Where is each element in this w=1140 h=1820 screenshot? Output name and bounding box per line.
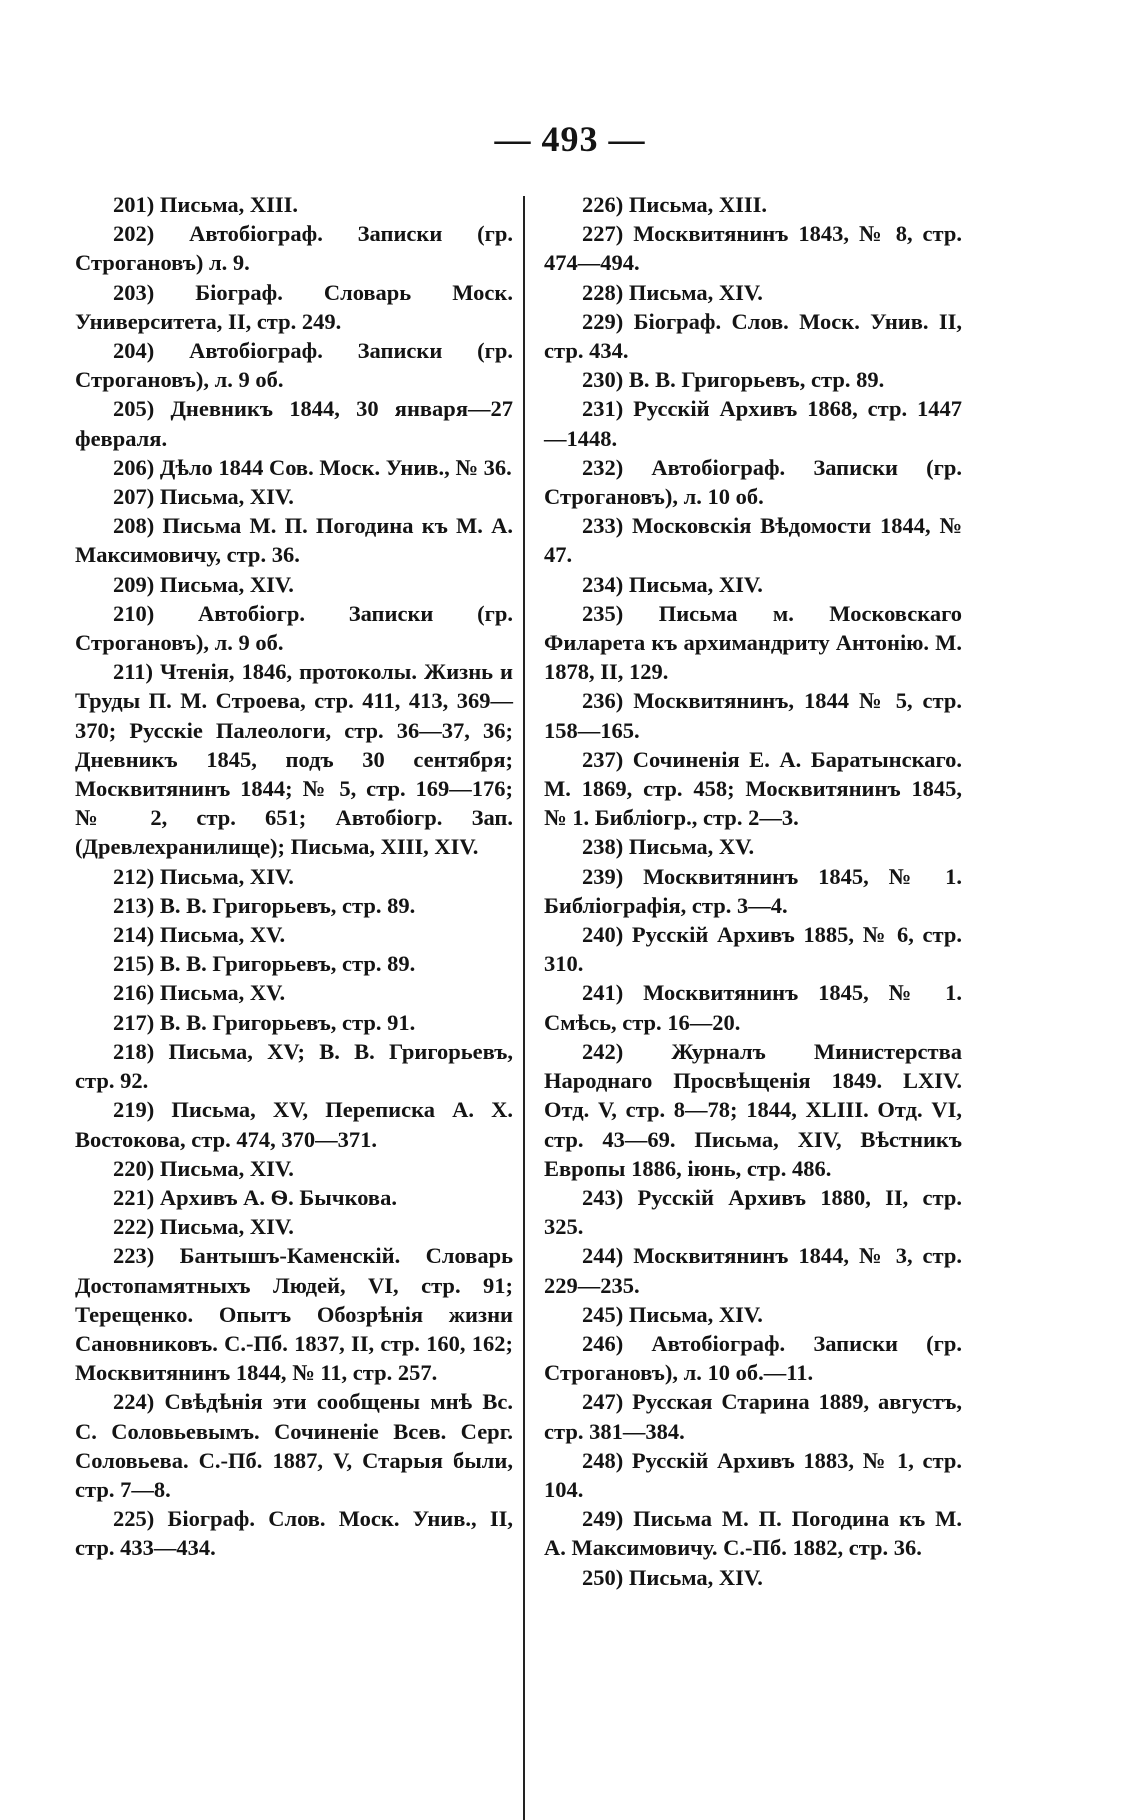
footnote-entry bbox=[75, 920, 513, 949]
footnote-number: 213) bbox=[113, 892, 155, 918]
footnote-text: Письма, XIII. bbox=[628, 192, 768, 217]
footnote-number: 240) bbox=[582, 922, 624, 948]
footnote-text: Чтенія, 1846, протоколы. Жизнь и Труды П. М. Строева, стр. 411, 413, 369—370; Русскіе Палеологи, стр. 36—37, 36; Дневникъ 1845, подъ 30 сентября; Москвитянинъ 1844; № 5, стр. 169—176; № 2, стр. 651; Автобіогр. Зап. (Древлехранилище); Письма, XIII, XIV. bbox=[75, 659, 513, 860]
footnote-number: 235) bbox=[582, 600, 624, 626]
footnote-number: 225) bbox=[113, 1506, 155, 1532]
footnote-entry bbox=[544, 394, 962, 452]
footnote-number: 202) bbox=[113, 221, 155, 247]
footnote-entry bbox=[75, 949, 513, 978]
footnote-entry bbox=[544, 920, 962, 978]
footnote-number: 206) bbox=[113, 454, 155, 480]
footnote-entry bbox=[75, 394, 513, 452]
footnote-entry bbox=[75, 570, 513, 599]
footnote-number: 233) bbox=[582, 513, 624, 539]
footnote-entry bbox=[75, 1037, 513, 1095]
footnote-entry bbox=[75, 336, 513, 394]
footnote-text: Письма М. П. Погодина къ М. А. Максимовичу. С.-Пб. 1882, стр. 36. bbox=[544, 1506, 963, 1561]
footnote-text: Біограф. Слов. Моск. Унив., II, стр. 433—434. bbox=[75, 1506, 514, 1561]
footnote-number: 250) bbox=[582, 1564, 624, 1590]
footnote-text: Письма, XIV. bbox=[628, 1301, 763, 1327]
footnote-number: 241) bbox=[582, 980, 624, 1006]
footnote-entry bbox=[544, 570, 962, 599]
footnote-text: Русскій Архивъ 1885, № 6, стр. 310. bbox=[544, 922, 963, 977]
footnote-number: 220) bbox=[113, 1155, 155, 1181]
footnote-text: Письма, XIV. bbox=[159, 1214, 294, 1240]
footnote-entry bbox=[544, 219, 962, 277]
footnote-text: Письма, XV, Переписка А. Х. Востокова, стр. 474, 370—371. bbox=[75, 1097, 513, 1152]
footnote-text: Письма м. Московскаго Филарета къ архимандриту Антонію. М. 1878, II, 129. bbox=[544, 600, 963, 685]
footnote-number: 210) bbox=[113, 600, 155, 626]
footnote-text: Письма, XIV. bbox=[628, 279, 763, 305]
footnote-number: 215) bbox=[113, 951, 155, 977]
footnote-number: 238) bbox=[582, 834, 624, 860]
footnote-text: Автобіогр. Записки (гр. Строгановъ), л. 9 об. bbox=[75, 600, 513, 656]
footnote-text: Москвитянинъ 1844, № 3, стр. 229—235. bbox=[544, 1243, 962, 1298]
footnote-text: Автобіограф. Записки (гр. Строгановъ), л. 10 об.—11. bbox=[544, 1330, 962, 1386]
footnote-number: 227) bbox=[582, 221, 624, 247]
footnote-entry bbox=[544, 1387, 962, 1445]
left-column bbox=[75, 190, 513, 1563]
footnote-entry bbox=[544, 453, 962, 511]
footnote-text: Письма, XV. bbox=[159, 980, 286, 1006]
footnote-text: Письма, XIII. bbox=[159, 192, 299, 217]
right-column bbox=[544, 190, 962, 1592]
footnote-number: 245) bbox=[582, 1301, 624, 1327]
footnote-text: Біограф. Слов. Моск. Унив. II, стр. 434. bbox=[544, 308, 963, 364]
footnote-entry bbox=[75, 657, 513, 861]
footnote-number: 208) bbox=[113, 513, 155, 539]
footnote-number: 236) bbox=[582, 688, 624, 714]
footnote-text: Московскія Вѣдомости 1844, № 47. bbox=[544, 513, 962, 568]
footnote-text: Дѣло 1844 Сов. Моск. Унив., № 36. bbox=[159, 454, 512, 480]
footnote-entry bbox=[544, 978, 962, 1036]
footnote-text: Сочиненія Е. А. Баратынскаго. М. 1869, стр. 458; Москвитянинъ 1845, № 1. Библіогр., стр. 2—3. bbox=[544, 746, 962, 831]
footnote-text: Дневникъ 1844, 30 января—27 февраля. bbox=[75, 396, 513, 451]
footnote-entry bbox=[75, 1504, 513, 1562]
footnote-text: В. В. Григорьевъ, стр. 89. bbox=[159, 892, 416, 918]
footnote-entry bbox=[75, 453, 513, 482]
footnote-number: 249) bbox=[582, 1506, 624, 1532]
footnote-entry bbox=[75, 599, 513, 657]
footnote-text: Бантышъ-Каменскій. Словарь Достопамятныхъ Людей, VI, стр. 91; Терещенко. Опытъ Обозрѣнія жизни Сановниковъ. С.-Пб. 1837, II, стр. 160, 162; Москвитянинъ 1844, № 11, стр. 257. bbox=[75, 1243, 513, 1386]
footnote-number: 203) bbox=[113, 279, 155, 305]
footnote-entry bbox=[75, 1212, 513, 1241]
footnote-entry bbox=[75, 1154, 513, 1183]
footnote-entry bbox=[544, 1329, 962, 1387]
footnote-number: 234) bbox=[582, 571, 624, 597]
footnote-entry bbox=[544, 1300, 962, 1329]
footnote-entry bbox=[544, 1183, 962, 1241]
footnote-text: Автобіограф. Записки (гр. Строгановъ), л. 9 об. bbox=[75, 338, 514, 393]
footnote-number: 211) bbox=[113, 659, 154, 685]
footnote-text: Письма, XV. bbox=[628, 834, 755, 860]
footnote-text: Письма, XIV. bbox=[159, 484, 294, 510]
footnote-entry bbox=[75, 219, 513, 277]
footnote-entry bbox=[544, 1504, 962, 1562]
footnote-number: 217) bbox=[113, 1009, 155, 1035]
footnote-text: Автобіограф. Записки (гр. Строгановъ) л. 9. bbox=[75, 221, 514, 276]
footnote-text: Русскій Архивъ 1880, II, стр. 325. bbox=[544, 1184, 962, 1240]
footnote-text: В. В. Григорьевъ, стр. 91. bbox=[159, 1009, 416, 1035]
page-number: — 493 — bbox=[494, 119, 646, 159]
footnote-text: Москвитянинъ 1845, № 1. Библіографія, стр. 3—4. bbox=[544, 863, 962, 918]
footnote-text: Письма, XV; В. В. Григорьевъ, стр. 92. bbox=[75, 1038, 513, 1094]
footnote-text: Письма, XIV. bbox=[628, 1564, 763, 1590]
footnote-entry bbox=[75, 511, 513, 569]
footnote-number: 207) bbox=[113, 484, 155, 510]
footnote-entry bbox=[75, 862, 513, 891]
footnote-text: В. В. Григорьевъ, стр. 89. bbox=[159, 951, 416, 977]
footnote-text: Русскій Архивъ 1868, стр. 1447—1448. bbox=[544, 396, 962, 451]
footnote-number: 239) bbox=[582, 863, 624, 889]
footnote-number: 232) bbox=[582, 454, 624, 480]
footnote-number: 223) bbox=[113, 1243, 155, 1269]
footnote-number: 246) bbox=[582, 1330, 624, 1356]
footnote-text: Письма, XV. bbox=[159, 922, 286, 948]
footnote-entry bbox=[75, 190, 513, 219]
footnote-number: 228) bbox=[582, 279, 624, 305]
footnote-number: 226) bbox=[582, 192, 624, 217]
footnote-number: 212) bbox=[113, 863, 155, 889]
footnote-number: 204) bbox=[113, 338, 155, 364]
footnote-entry bbox=[544, 190, 962, 219]
footnote-text: В. В. Григорьевъ, стр. 89. bbox=[628, 367, 885, 393]
footnote-number: 221) bbox=[113, 1184, 155, 1210]
footnote-entry bbox=[75, 1095, 513, 1153]
footnote-entry bbox=[544, 862, 962, 920]
footnote-entry bbox=[544, 686, 962, 744]
footnote-number: 209) bbox=[113, 571, 155, 597]
footnote-text: Письма М. П. Погодина къ М. А. Максимовичу, стр. 36. bbox=[75, 513, 513, 568]
footnote-number: 242) bbox=[582, 1038, 624, 1064]
footnote-text: Русскій Архивъ 1883, № 1, стр. 104. bbox=[544, 1447, 963, 1502]
footnote-entry bbox=[544, 1241, 962, 1299]
footnote-number: 248) bbox=[582, 1447, 624, 1473]
footnote-entry bbox=[75, 482, 513, 511]
footnote-entry bbox=[544, 307, 962, 365]
footnote-number: 216) bbox=[113, 980, 155, 1006]
footnote-entry bbox=[544, 278, 962, 307]
footnote-text: Письма, XIV. bbox=[628, 571, 763, 597]
footnote-entry bbox=[544, 832, 962, 861]
footnote-entry bbox=[544, 511, 962, 569]
column-divider bbox=[523, 196, 525, 1820]
footnote-text: Письма, XIV. bbox=[159, 1155, 294, 1181]
footnote-text: Свѣдѣнія эти сообщены мнѣ Вс. С. Соловьевымъ. Сочиненіе Всев. Серг. Соловьева. С.-Пб. 1887, V, Старыя были, стр. 7—8. bbox=[75, 1389, 513, 1502]
footnote-text: Письма, XIV. bbox=[159, 863, 294, 889]
footnote-number: 218) bbox=[113, 1038, 155, 1064]
footnote-entry bbox=[75, 978, 513, 1007]
footnote-number: 219) bbox=[113, 1097, 155, 1123]
footnote-number: 243) bbox=[582, 1184, 624, 1210]
footnote-entry bbox=[75, 891, 513, 920]
footnote-text: Москвитянинъ, 1844 № 5, стр. 158—165. bbox=[544, 688, 962, 743]
footnote-entry bbox=[544, 1563, 962, 1592]
footnote-number: 244) bbox=[582, 1243, 624, 1269]
footnote-entry bbox=[75, 1387, 513, 1504]
footnote-entry bbox=[544, 745, 962, 833]
footnote-number: 205) bbox=[113, 396, 155, 422]
footnote-text: Автобіограф. Записки (гр. Строгановъ), л. 10 об. bbox=[544, 454, 962, 510]
footnote-entry bbox=[544, 365, 962, 394]
footnote-number: 222) bbox=[113, 1214, 155, 1240]
footnote-text: Біограф. Словарь Моск. Университета, II, стр. 249. bbox=[75, 279, 513, 334]
footnote-entry bbox=[544, 599, 962, 687]
footnote-entry bbox=[75, 1241, 513, 1387]
footnote-number: 237) bbox=[582, 746, 624, 772]
footnote-text: Русская Старина 1889, августъ, стр. 381—384. bbox=[544, 1389, 962, 1444]
footnote-text: Москвитянинъ 1845, № 1. Смѣсь, стр. 16—20. bbox=[544, 980, 962, 1035]
footnote-entry bbox=[544, 1037, 962, 1183]
footnote-number: 201) bbox=[113, 192, 155, 217]
footnote-text: Письма, XIV. bbox=[159, 571, 294, 597]
footnote-text: Архивъ А. Ѳ. Бычкова. bbox=[159, 1184, 397, 1210]
footnote-text: Журналъ Министерства Народнаго Просвѣщенія 1849. LXIV. Отд. V, стр. 8—78; 1844, XLIII. Отд. VI, стр. 43—69. Письма, XIV, Вѣстникъ Европы 1886, іюнь, стр. 486. bbox=[544, 1038, 962, 1181]
footnote-number: 231) bbox=[582, 396, 624, 422]
footnote-number: 224) bbox=[113, 1389, 155, 1415]
footnote-entry bbox=[75, 278, 513, 336]
footnote-entry bbox=[75, 1183, 513, 1212]
footnote-entry bbox=[75, 1008, 513, 1037]
footnote-number: 247) bbox=[582, 1389, 624, 1415]
footnote-text: Москвитянинъ 1843, № 8, стр. 474—494. bbox=[544, 221, 962, 276]
footnote-number: 230) bbox=[582, 367, 624, 393]
footnote-entry bbox=[544, 1446, 962, 1504]
footnote-number: 229) bbox=[582, 308, 624, 334]
footnote-number: 214) bbox=[113, 922, 155, 948]
